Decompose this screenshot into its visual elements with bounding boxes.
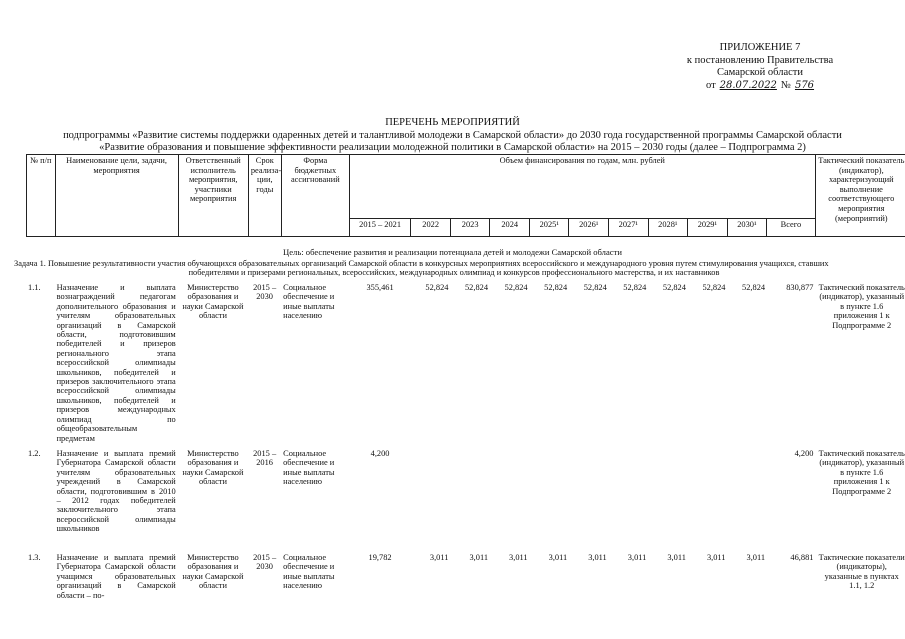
row-term: 2015 – 2016 — [253, 449, 277, 468]
header-indicator: Тактический показатель (индикатор), характеризующий выполнение соответствующего мероприятия (мероприятий) — [815, 155, 905, 237]
row-value — [727, 449, 767, 553]
table-row — [26, 449, 905, 553]
row-value: 52,824 — [544, 283, 568, 292]
row-num: 1.3. — [28, 553, 41, 562]
row-value — [688, 449, 728, 553]
appendix-block — [650, 42, 870, 92]
header-year: 2028¹ — [648, 219, 688, 237]
row-name: Назначение и выплата вознаграждений педагогам дополнительного образования и учителям образовательных организаций в Самарской области, подготовившим победителей и призеров регионального этапа всероссийской олимпиады школьников, победителей и призеров заключительного этапа всероссийской олимпиады школьников, победителей и призеров международных олимпиад по общеобразовательным предметам — [56, 283, 176, 443]
row-value: 52,824 — [425, 283, 449, 292]
appendix-date: 28.07.2022 — [719, 79, 777, 91]
row-indicator: Тактические показатели (индикаторы), указанные в пунктах 1.1, 1.2 — [818, 553, 905, 591]
row-value — [609, 449, 649, 553]
appendix-line1: к постановлению Правительства — [686, 54, 834, 66]
row-form: Социальное обеспечение и иные выплаты населению — [283, 283, 335, 321]
appendix-title: ПРИЛОЖЕНИЕ 7 — [719, 42, 801, 53]
appendix-line2: Самарской области — [717, 67, 803, 78]
row-num: 1.1. — [28, 283, 41, 292]
header-table — [26, 154, 905, 237]
row-name: Назначение и выплата премий Губернатора Самарской области учащимся образовательных организаций в Самарской области – по- — [56, 553, 176, 600]
header-year: 2023 — [450, 219, 490, 237]
goal-text: Цель: обеспечение развития и реализации потенциала детей и молодежи Самарской области — [283, 247, 622, 257]
row-value — [490, 449, 530, 553]
row-value — [648, 449, 688, 553]
row-value — [411, 449, 451, 553]
row-value — [450, 449, 490, 553]
row-term: 2015 – 2030 — [253, 553, 277, 572]
row-value: 4,200 — [370, 449, 390, 458]
row-form: Социальное обеспечение и иные выплаты населению — [283, 553, 335, 591]
row-value: 52,824 — [464, 283, 489, 292]
header-form: Форма бюджетных ассигнований — [281, 155, 349, 237]
row-value: 19,782 — [368, 553, 392, 562]
row-value — [530, 449, 570, 553]
row-value: 52,824 — [742, 283, 766, 292]
row-value: 3,011 — [509, 553, 528, 562]
row-indicator: Тактический показатель (индикатор), указанный в пункте 1.6 приложения 1 к Подпрограмме 2 — [818, 449, 905, 496]
header-year: 2024 — [490, 219, 530, 237]
row-form: Социальное обеспечение и иные выплаты населению — [283, 449, 335, 487]
title-line2: подпрограммы «Развитие системы поддержки одаренных детей и талантливой молодежи в Самарской области» до 2030 года государственной программы Самарской области — [63, 129, 842, 141]
title-line1: ПЕРЕЧЕНЬ МЕРОПРИЯТИЙ — [385, 117, 520, 128]
row-total: 4,200 — [794, 449, 814, 458]
appendix-date-line — [650, 80, 870, 93]
row-value: 52,824 — [662, 283, 686, 292]
header-year: 2015 – 2021 — [349, 219, 411, 237]
header-year: 2030¹ — [727, 219, 767, 237]
row-value: 3,011 — [706, 553, 726, 562]
row-value: 3,011 — [469, 553, 489, 562]
header-year: 2022 — [411, 219, 451, 237]
row-value: 52,824 — [504, 283, 528, 292]
header-year: 2025¹ — [529, 219, 569, 237]
row-executor: Министерство образования и науки Самарской области — [182, 283, 244, 321]
row-value: 3,011 — [429, 553, 449, 562]
row-executor: Министерство образования и науки Самарской области — [182, 553, 244, 591]
row-value: 355,461 — [366, 283, 394, 292]
row-term: 2015 – 2030 — [253, 283, 277, 302]
header-funding: Объем финансирования по годам, млн. рублей — [349, 155, 815, 219]
row-name: Назначение и выплата премий Губернатора Самарской области учителям образовательных учреждений в Самарской области, подготовившим в 2010 – 2012 годах победителей заключительного этапа всероссийской олимпиады школьников — [56, 449, 176, 534]
row-total: 830,877 — [786, 283, 814, 292]
title-line3: «Развитие образования и повышение эффективности реализации молодежной политики в Самарской области» на 2015 – 2030 годы (далее – Подпрограмма 2) — [99, 142, 806, 153]
number-label: № — [780, 79, 791, 91]
row-value: 52,824 — [623, 283, 647, 292]
row-indicator: Тактический показатель (индикатор), указанный в пункте 1.6 приложения 1 к Подпрограмме 2 — [818, 283, 905, 330]
header-year: 2027¹ — [609, 219, 649, 237]
table-row — [26, 283, 905, 449]
row-value: 52,824 — [702, 283, 726, 292]
task-line2: победителями и призерами региональных, всероссийских, международных олимпиад и конкурсов профессионального мастерства, и их наставников — [188, 268, 720, 278]
row-value: 3,011 — [667, 553, 686, 562]
row-num: 1.2. — [28, 449, 41, 458]
header-year-total: Всего — [767, 219, 815, 237]
row-value — [569, 449, 609, 553]
row-total: 46,881 — [790, 553, 814, 562]
document-title — [0, 117, 905, 155]
header-name: Наименование цели, задачи, мероприятия — [55, 155, 178, 237]
from-label: от — [705, 79, 716, 91]
table-row — [26, 553, 905, 613]
row-value: 3,011 — [588, 553, 607, 562]
header-num: № п/п — [27, 155, 56, 237]
header-year: 2026¹ — [569, 219, 609, 237]
task-text — [14, 259, 894, 278]
row-value: 3,011 — [627, 553, 647, 562]
header-year: 2029¹ — [688, 219, 728, 237]
header-executor: Ответственный исполнитель мероприятия, участники мероприятия — [178, 155, 248, 237]
measures-table — [26, 283, 905, 613]
row-executor: Министерство образования и науки Самарской области — [182, 449, 244, 487]
row-value: 52,824 — [583, 283, 607, 292]
header-term: Срок реализа-ции, годы — [248, 155, 281, 237]
task-line1: Задача 1. Повышение результативности участия обучающихся образовательных организаций Самарской области в конкурсных мероприятиях всероссийского и международного уровня путем стимулирования учащихся, ставших — [14, 259, 829, 268]
appendix-number: 576 — [794, 79, 815, 91]
row-value: 3,011 — [746, 553, 766, 562]
row-value: 3,011 — [548, 553, 568, 562]
